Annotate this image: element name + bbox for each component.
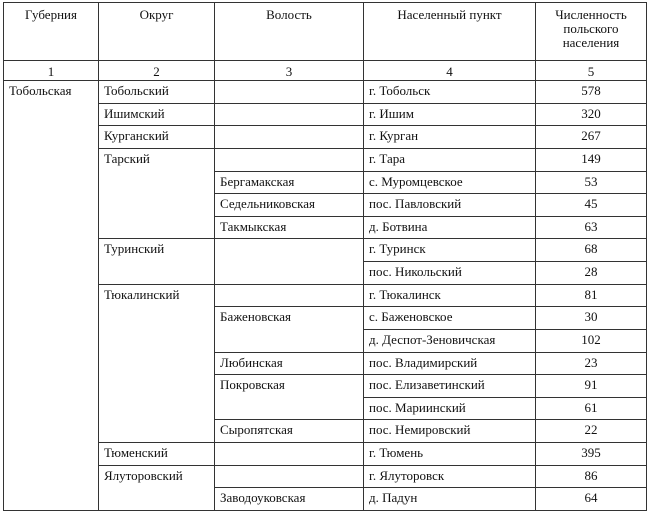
settlement-cell: с. Баженовское [364,307,536,330]
volost-cell: Седельниковская [215,194,364,217]
settlement-cell: пос. Елизаветинский [364,375,536,398]
volost-cell: Такмыкская [215,216,364,239]
settlement-cell: г. Ялуторовск [364,465,536,488]
header-volost: Волость [215,3,364,61]
volost-cell: Бергамакская [215,171,364,194]
population-cell: 102 [536,329,647,352]
table-row [4,284,647,307]
district-cell: Ялуторовский [99,465,215,510]
population-cell: 22 [536,420,647,443]
population-cell: 63 [536,216,647,239]
population-cell: 30 [536,307,647,330]
settlement-cell: г. Ишим [364,103,536,126]
district-cell: Тюменский [99,443,215,466]
population-cell: 86 [536,465,647,488]
table-row [4,148,647,171]
population-cell: 61 [536,397,647,420]
district-cell: Туринский [99,239,215,284]
population-cell: 53 [536,171,647,194]
settlement-cell: д. Ботвина [364,216,536,239]
volost-cell [215,81,364,104]
population-cell: 28 [536,262,647,285]
district-cell: Курганский [99,126,215,149]
column-number: 1 [4,61,99,81]
volost-cell [215,465,364,488]
population-cell: 320 [536,103,647,126]
volost-cell: Заводоуковская [215,488,364,511]
header-district: Округ [99,3,215,61]
volost-cell: Покровская [215,375,364,420]
population-cell: 91 [536,375,647,398]
population-cell: 23 [536,352,647,375]
population-cell: 149 [536,148,647,171]
district-cell: Ишимский [99,103,215,126]
column-number-row [4,61,647,81]
volost-cell: Любинская [215,352,364,375]
header-province: Губерния [4,3,99,61]
settlement-cell: с. Муромцевское [364,171,536,194]
settlement-cell: пос. Немировский [364,420,536,443]
settlement-cell: г. Тюмень [364,443,536,466]
header-polish-population: Численность польского населения [536,3,647,61]
table-row [4,103,647,126]
province-cell: Тобольская [4,81,99,511]
column-number: 4 [364,61,536,81]
polish-population-table [3,2,647,511]
header-settlement: Населенный пункт [364,3,536,61]
population-cell: 81 [536,284,647,307]
settlement-cell: г. Тобольск [364,81,536,104]
column-number: 3 [215,61,364,81]
district-cell: Тобольский [99,81,215,104]
population-cell: 395 [536,443,647,466]
settlement-cell: г. Тара [364,148,536,171]
population-cell: 68 [536,239,647,262]
table-row [4,465,647,488]
settlement-cell: г. Тюкалинск [364,284,536,307]
volost-cell [215,239,364,284]
table-row [4,443,647,466]
settlement-cell: г. Курган [364,126,536,149]
settlement-cell: пос. Владимирский [364,352,536,375]
column-number: 5 [536,61,647,81]
settlement-cell: пос. Никольский [364,262,536,285]
district-cell: Тарский [99,148,215,239]
table-row [4,239,647,262]
table-row [4,81,647,104]
settlement-cell: пос. Павловский [364,194,536,217]
population-cell: 64 [536,488,647,511]
header-row [4,3,647,61]
district-cell: Тюкалинский [99,284,215,442]
population-cell: 267 [536,126,647,149]
volost-cell: Баженовская [215,307,364,352]
settlement-cell: д. Деспот-Зеновичская [364,329,536,352]
population-cell: 45 [536,194,647,217]
table-row [4,126,647,149]
population-cell: 578 [536,81,647,104]
volost-cell [215,126,364,149]
settlement-cell: пос. Мариинский [364,397,536,420]
settlement-cell: д. Падун [364,488,536,511]
volost-cell [215,443,364,466]
settlement-cell: г. Туринск [364,239,536,262]
volost-cell [215,103,364,126]
column-number: 2 [99,61,215,81]
volost-cell [215,284,364,307]
volost-cell: Сыропятская [215,420,364,443]
volost-cell [215,148,364,171]
